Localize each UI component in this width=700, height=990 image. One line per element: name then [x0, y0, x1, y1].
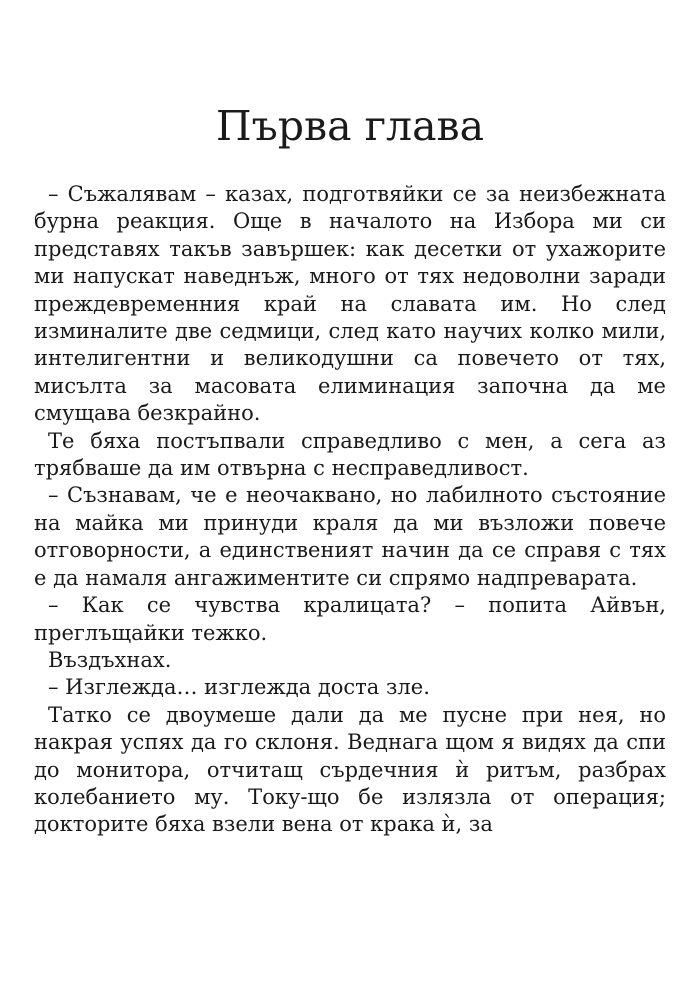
paragraph: Въздъхнах. — [48, 647, 172, 672]
paragraph: – Съжалявам – казах, подготвяйки се за неизбежната бурна реакция. Още в началото на Избора ми си представях такъв завършек: как десетки от ухажорите ми напускат наведнъж, много от тях недоволни заради преждевременния край на славата им. Но след изминалите две седмици, след като научих колко мили, интелигентни и великодушни са повечето от тях, мисълта за масовата елиминация започна да ме смущава безкрайно. — [34, 182, 666, 426]
chapter-title: Първа глава — [215, 102, 485, 150]
paragraph: – Изглежда… изглежда доста зле. — [48, 675, 430, 700]
paragraph: Татко се двоумеше дали да ме пусне при нея, но накрая успях да го склоня. Веднага щом я видях да спи до монитора, отчитащ сърдечния ѝ ритъм, разбрах колебанието му. Току-що бе излязла от операция; докторите бяха взели вена от крака ѝ, за — [34, 702, 666, 837]
paragraph: – Съзнавам, че е неочаквано, но лабилното състояние на майка ми принуди краля да ми възложи повече отговорности, а единственият начин да се справя с тях е да намаля ангажиментите си спрямо надпреварата. — [34, 483, 666, 590]
paragraph: – Как се чувства кралицата? – попита Айвън, преглъщайки тежко. — [34, 593, 666, 645]
paragraph: Те бяха постъпвали справедливо с мен, а сега аз трябваше да им отвърна с несправедливост. — [34, 428, 666, 481]
chapter-body — [34, 181, 666, 839]
